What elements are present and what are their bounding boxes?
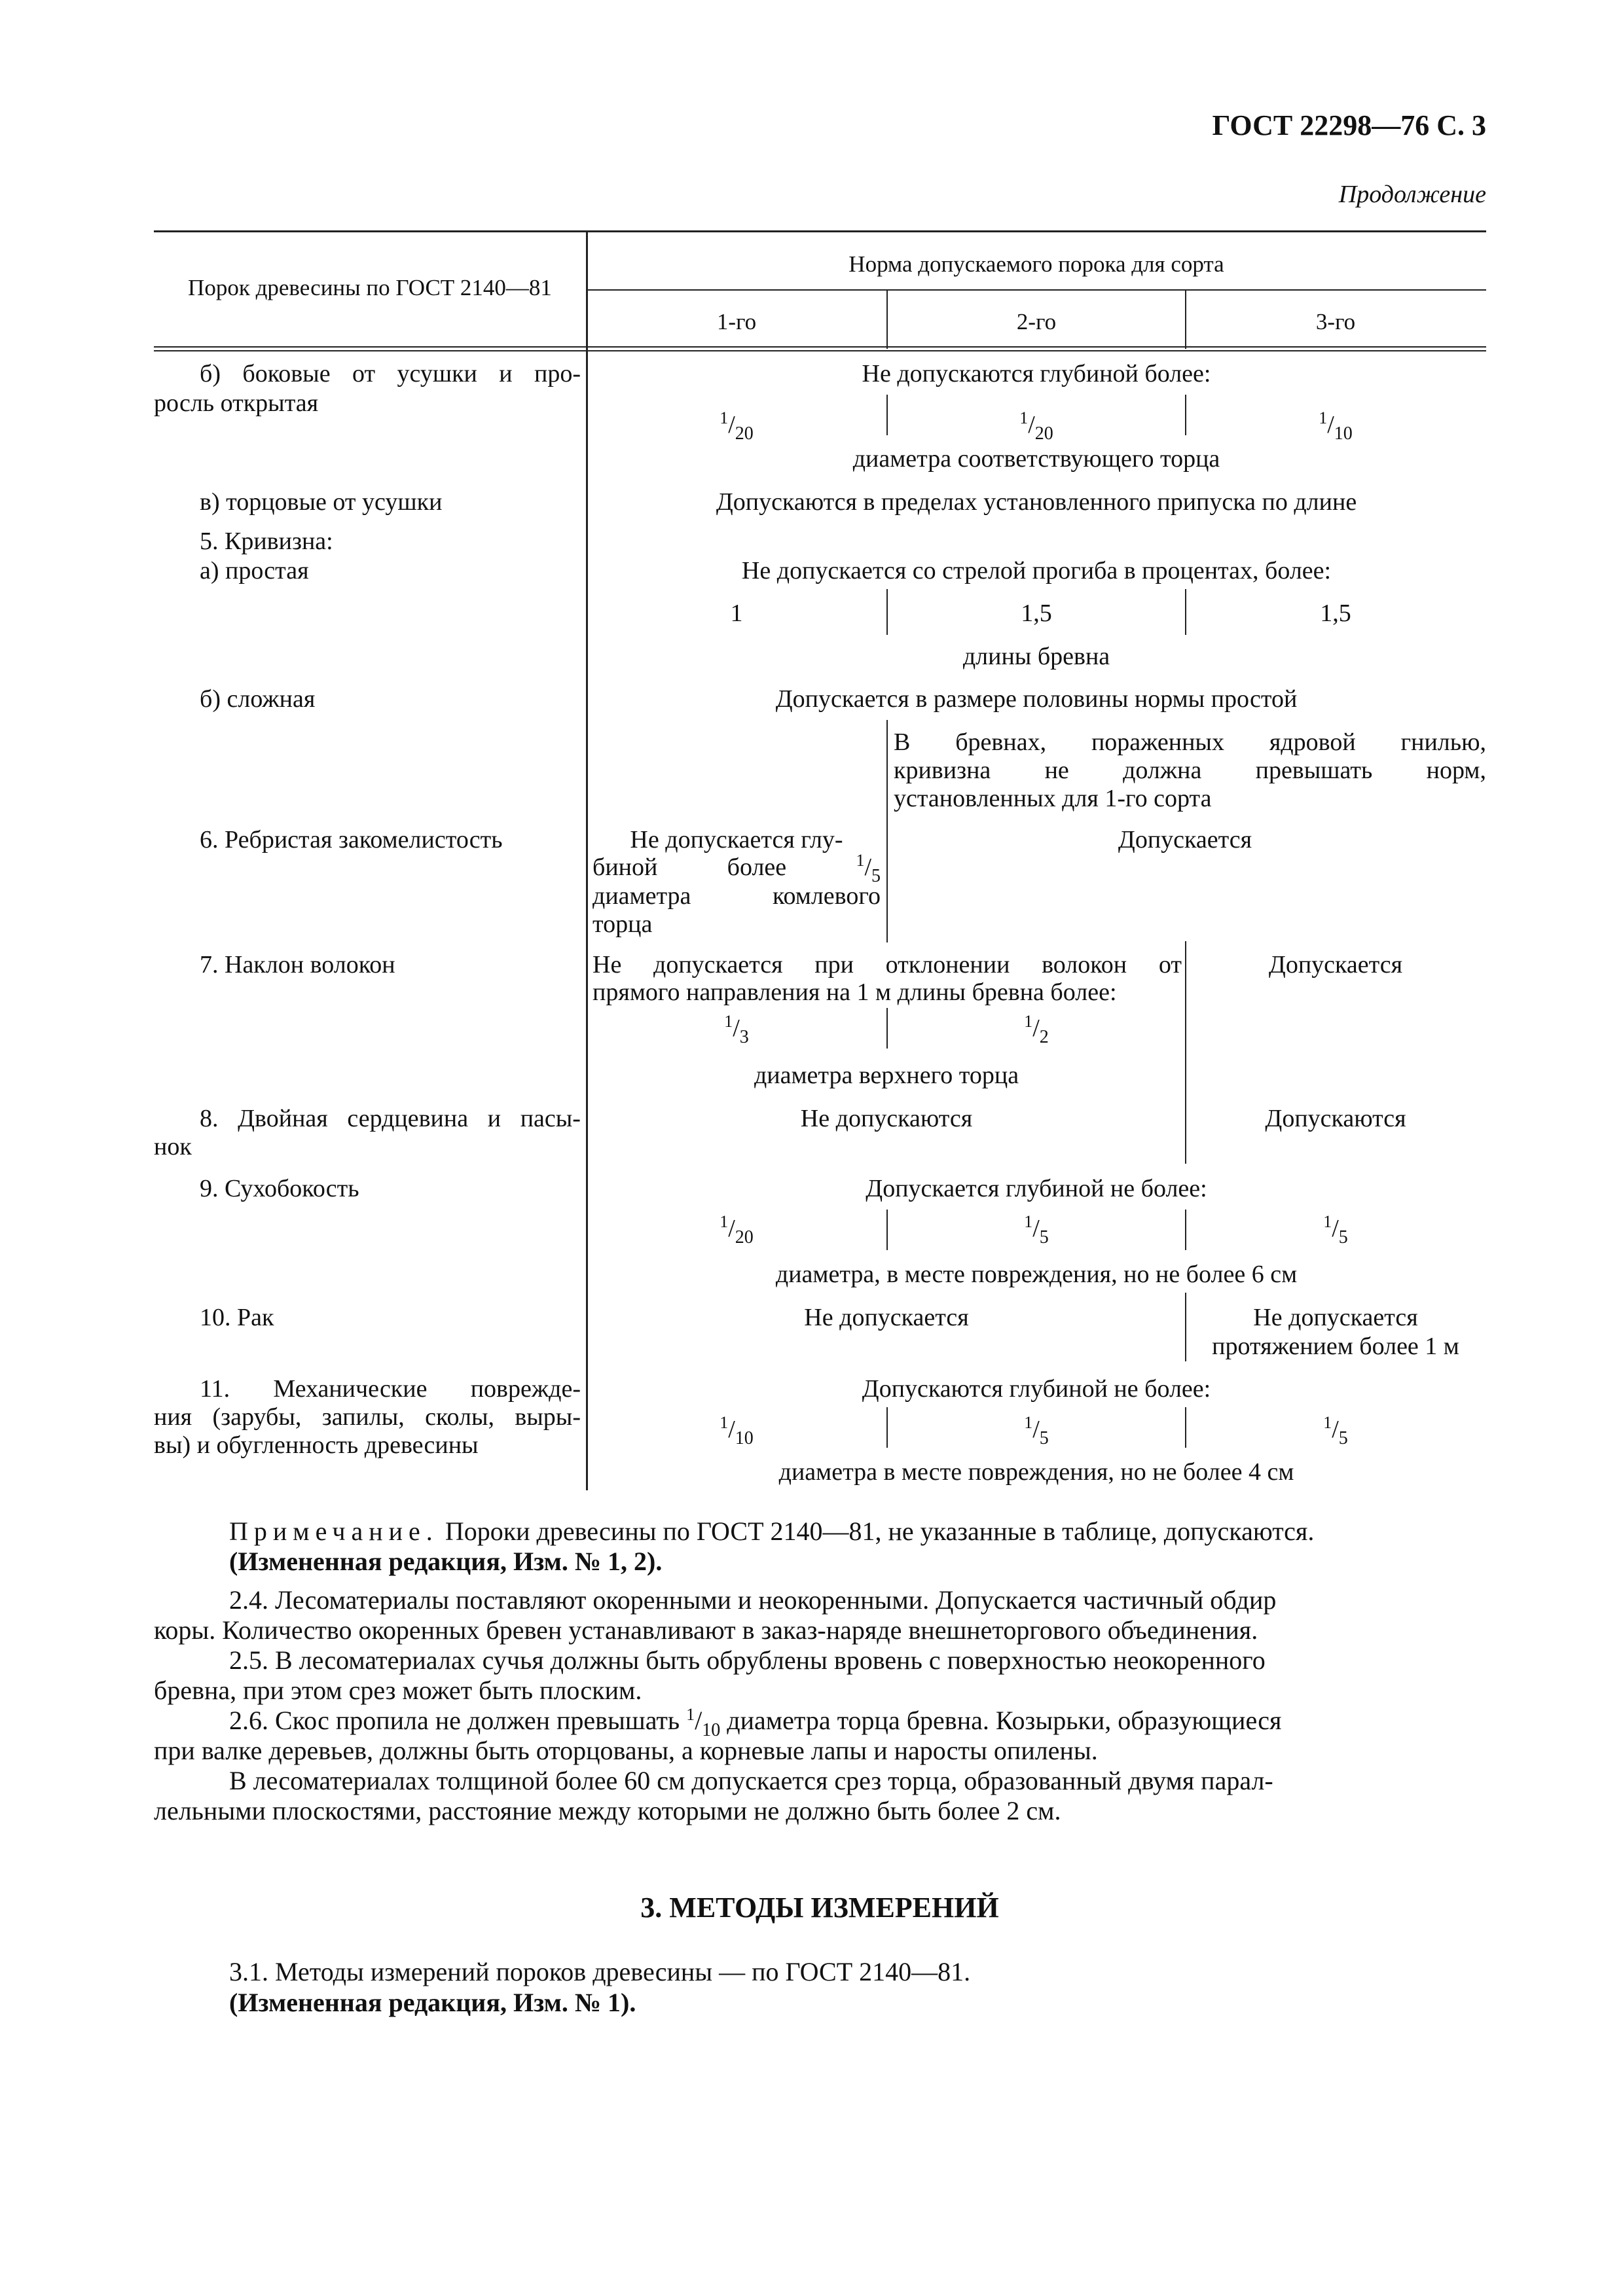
para-2-4-l2: коры. Количество окоренных бревен устанавливают в заказ-наряде внешнеторгового объединения. [154,1615,1258,1645]
row-label-double-pith-l1: 8. Двойная сердцевина и пасы- [200,1105,581,1132]
grade-divider-1 [886,290,888,349]
grade-header-rule [586,289,1486,291]
value-fiber-slope-g1: $^1/_3$ [724,1012,749,1047]
value-dry-face-g1: $^1/_{20}$ [720,1212,754,1247]
note-curvature: длины бревна [962,643,1110,670]
row-label-curvature-complex: б) сложная [200,685,316,713]
section-3-title: 3. МЕТОДЫ ИЗМЕРЕНИЙ [640,1892,999,1924]
row-label-double-pith-l2: нок [154,1133,192,1160]
divider [886,395,888,435]
header-bottom-rule-1 [154,346,1486,348]
table-note: Примечание. Пороки древесины по ГОСТ 2140—81, не указанные в таблице, допускаются. [229,1516,1315,1546]
g3-double-pith: Допускаются [1265,1105,1406,1132]
g3-canker-l2: протяжением более 1 м [1212,1333,1459,1360]
row-label-curvature-simple: а) простая [200,557,309,584]
grade-divider-2 [1185,290,1186,349]
value-mechanical-g2: $^1/_5$ [1024,1413,1049,1448]
page-header: ГОСТ 22298—76 С. 3 [1212,109,1486,141]
norm-curvature-simple: Не допускается со стрелой прогиба в процентах, более: [741,557,1332,584]
col-header-defect: Порок древесины по ГОСТ 2140—81 [188,275,552,300]
value-shrink-side-g2: $^1/_{20}$ [1019,408,1053,444]
continuation-label: Продолжение [1338,181,1486,208]
divider [1185,1407,1186,1448]
row-label-dry-face: 9. Сухобокость [200,1175,359,1202]
divider [886,589,888,635]
norm-dry-face: Допускается глубиной не более: [866,1175,1207,1202]
norm-shrink-side: Не допускаются глубиной более: [862,360,1211,387]
divider [886,1008,888,1049]
para-2-6b-l2: лельными плоскостями, расстояние между которыми не должно быть более 2 см. [154,1796,1061,1825]
grade-1-header: 1-го [716,309,757,334]
divider [886,1210,888,1250]
value-fiber-slope-g2: $^1/_2$ [1024,1012,1049,1047]
row-label-canker: 10. Рак [200,1304,274,1331]
table-col-divider [586,230,588,1490]
para-2-5-l1: 2.5. В лесоматериалах сучья должны быть обрублены вровень с поверхностью неокоренного [229,1645,1266,1675]
extra-curvature-l1: В бревнах, пораженных ядровой гнилью, [894,728,1486,756]
value-shrink-side-g1: $^1/_{20}$ [720,408,754,444]
g1-ribbed-butt-l1: Не допускается глу- [630,826,843,853]
grade-3-header: 3-го [1315,309,1356,334]
divider [1185,395,1186,435]
para-2-6-l2: при валке деревьев, должны быть оторцованы, а корневые лапы и наросты опилены. [154,1736,1098,1765]
para-3-1: 3.1. Методы измерений пороков древесины — по ГОСТ 2140—81. [229,1957,971,1986]
para-2-6b-l1: В лесоматериалах толщиной более 60 см допускается срез торца, образованный двумя парал- [229,1766,1273,1795]
note-fiber-slope: диаметра верхнего торца [754,1062,1019,1089]
g1-ribbed-butt-l3: диаметра комлевого [593,882,881,910]
row-label-shrink-side-l2: росль открытая [154,389,319,417]
norm-fiber-slope-l2: прямого направления на 1 м длины бревна более: [593,978,1117,1006]
row-label-shrink-side-l1: б) боковые от усушки и про- [200,360,581,387]
row-label-curvature: 5. Кривизна: [200,528,333,555]
value-mechanical-g3: $^1/_5$ [1323,1413,1348,1448]
row-label-mechanical-l2: ния (зарубы, запилы, сколы, выры- [154,1403,581,1431]
divider [886,1407,888,1448]
value-curvature-g2: 1,5 [1021,600,1052,627]
divider-grade1 [886,720,888,942]
col-header-norm: Норма допускаемого порока для сорта [848,251,1224,277]
g1-ribbed-butt-l4: торца [593,910,653,938]
row-label-fiber-slope: 7. Наклон волокон [200,951,395,978]
grade-2-header: 2-го [1016,309,1057,334]
extra-curvature-l3: установленных для 1-го сорта [894,785,1212,812]
para-2-6-l1: 2.6. Скос пропила не должен превышать $^1/_{10}$ диаметра торца бревна. Козырьки, образующиеся [229,1705,1282,1740]
row-label-mechanical-l1: 11. Механические поврежде- [200,1375,581,1403]
para-2-5-l2: бревна, при этом срез может быть плоским. [154,1676,642,1705]
table-note-amend: (Измененная редакция, Изм. № 1, 2). [229,1547,663,1576]
divider-grade3 [1185,941,1186,1164]
value-shrink-side-g3: $^1/_{10}$ [1319,408,1353,444]
para-3-1-amend: (Измененная редакция, Изм. № 1). [229,1988,636,2017]
norm-shrink-end: Допускаются в пределах установленного припуска по длине [716,488,1357,516]
g1-ribbed-butt-l2: биной более $^1/_5$ [593,851,881,886]
divider-grade3 [1185,1293,1186,1361]
norm-mechanical: Допускаются глубиной не более: [862,1375,1211,1403]
g3-canker-l1: Не допускается [1253,1304,1418,1331]
row-label-shrink-end: в) торцовые от усушки [200,488,443,516]
value-mechanical-g1: $^1/_{10}$ [720,1413,754,1448]
g3-fiber-slope: Допускается [1268,951,1403,978]
norm-curvature-complex: Допускается в размере половины нормы простой [775,685,1298,713]
divider [1185,1210,1186,1250]
value-curvature-g3: 1,5 [1320,600,1351,627]
extra-curvature-l2: кривизна не должна превышать норм, [894,757,1486,784]
table-top-rule [154,230,1486,232]
row-label-ribbed-butt: 6. Ребристая закомелистость [200,826,503,853]
note-dry-face: диаметра, в месте повреждения, но не более 6 см [775,1261,1298,1288]
g23-ribbed-butt: Допускается [1118,826,1252,853]
row-label-mechanical-l3: вы) и обугленность древесины [154,1431,479,1459]
note-shrink-side: диаметра соответствующего торца [852,445,1220,473]
para-2-4-l1: 2.4. Лесоматериалы поставляют окоренными и неокоренными. Допускается частичный обдир [229,1585,1277,1615]
value-dry-face-g2: $^1/_5$ [1024,1212,1049,1247]
g12-double-pith: Не допускаются [800,1105,973,1132]
divider [1185,589,1186,635]
value-curvature-g1: 1 [730,600,743,627]
g12-canker: Не допускается [804,1304,969,1331]
norm-fiber-slope-l1: Не допускается при отклонении волокон от [593,951,1182,978]
note-mechanical: диаметра в месте повреждения, но не более 4 см [778,1458,1294,1486]
value-dry-face-g3: $^1/_5$ [1323,1212,1348,1247]
header-bottom-rule-2 [154,350,1486,351]
